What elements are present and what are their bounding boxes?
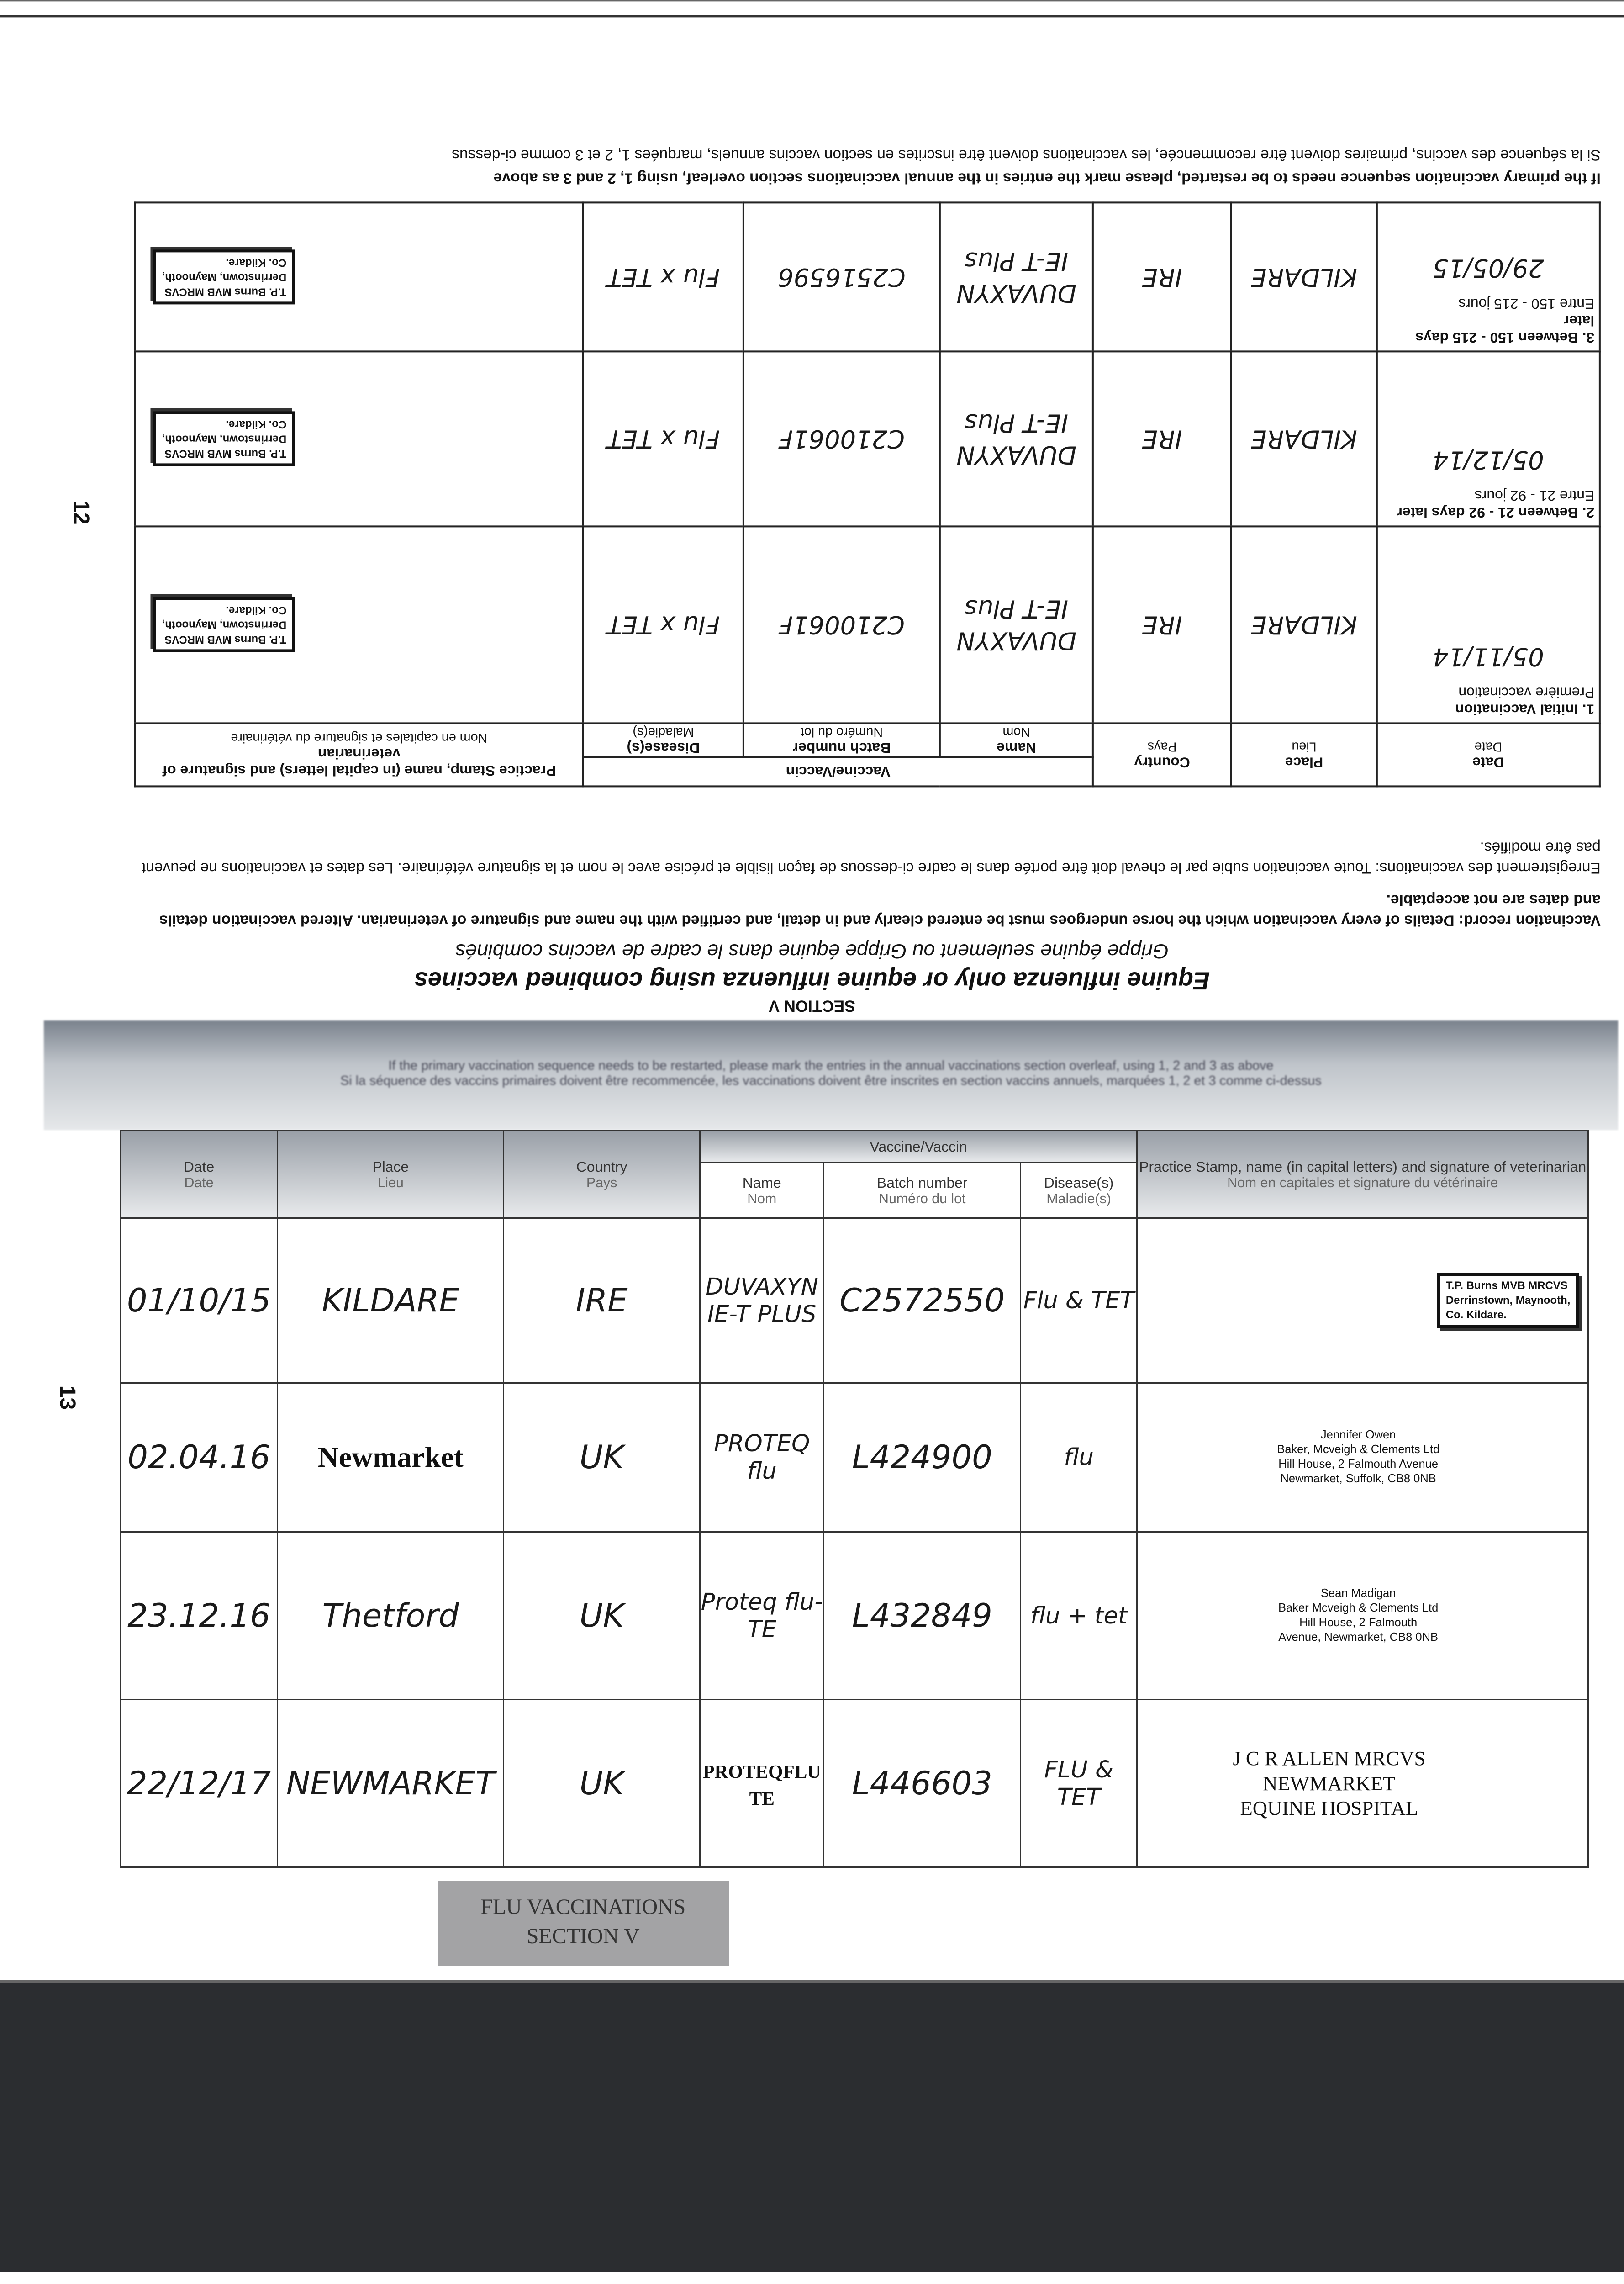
place-value: KILDARE [1251, 263, 1357, 292]
disease-value: flu [1064, 1444, 1094, 1471]
header-place-en: Place [372, 1158, 409, 1175]
table-row [120, 1383, 1588, 1532]
place-cell [1231, 351, 1377, 526]
name-cell [940, 526, 1093, 723]
faded-note-fr: Si la séquence des vaccins primaires doivent être recommencée, les vaccinations doivent être inscrites en section vaccins annuels, marquées 1, 2 et 3 comme ci-dessus [340, 1073, 1322, 1089]
country-cell [1093, 526, 1231, 723]
header-place-fr: Lieu [377, 1175, 404, 1190]
date-cell [120, 1383, 278, 1532]
disease-value: FLU & TET [1044, 1756, 1113, 1811]
header-stamp-fr: Nom en capitales et signature du vétérinaire [231, 730, 488, 745]
country-cell [504, 1699, 700, 1867]
header-stamp [135, 723, 583, 787]
batch-value: L432849 [852, 1597, 992, 1634]
date-value: 23.12.16 [127, 1597, 270, 1634]
stamp-line: Hill House, 2 Falmouth [1299, 1616, 1418, 1629]
stamp-line: Baker, Mcveigh & Clements Ltd [1277, 1443, 1440, 1456]
batch-value: L446603 [852, 1764, 992, 1802]
stamp-line: Derrinstown, Maynooth, [162, 619, 287, 631]
date-value: 05/12/14 [1433, 445, 1544, 475]
country-value: IRE [1142, 263, 1182, 292]
disease-cell [583, 526, 743, 723]
section-title-fr: Grippe équine seulement ou Grippe équine dans le cadre de vaccins combinés [455, 940, 1169, 962]
header-name-fr: Nom [1002, 724, 1031, 740]
date-value: 02.04.16 [127, 1438, 270, 1476]
batch-value: C2572550 [839, 1282, 1005, 1320]
date-cell [1377, 526, 1600, 723]
place-value: Newmarket [317, 1441, 464, 1474]
stamp-cell [1137, 1699, 1588, 1867]
page-number-13: 13 [55, 1385, 80, 1410]
stamp-line: Sean Madigan [1320, 1586, 1396, 1600]
disease-value: Flu x TET [606, 424, 720, 454]
row-label: 1. Initial Vaccination [1455, 701, 1595, 718]
batch-value: C2516596 [778, 263, 906, 292]
place-value: KILDARE [1251, 424, 1357, 454]
section-title: Equine influenza only or equine influenza using combined vaccines [414, 966, 1210, 994]
stamp-line: Co. Kildare. [226, 256, 287, 269]
header-name-en: Name [742, 1174, 781, 1191]
disease-cell [583, 203, 743, 352]
table-row [120, 1532, 1588, 1699]
faded-note-en: If the primary vaccination sequence needs to be restarted, please mark the entries in the annual vaccinations section overleaf, using 1, 2 and 3 as above [388, 1058, 1274, 1073]
header-disease-fr: Maladie(s) [633, 724, 694, 740]
stamp-line: EQUINE HOSPITAL [1240, 1796, 1418, 1819]
country-value: UK [579, 1597, 624, 1634]
disease-cell [1021, 1218, 1137, 1383]
name-value: DUVAXYN IE-T Plus [956, 408, 1077, 470]
stamp-line: J C R ALLEN MRCVS [1233, 1747, 1426, 1770]
date-value: 01/10/15 [127, 1282, 271, 1320]
row-label: 2. Between 21 - 92 days later [1397, 504, 1595, 521]
batch-cell [743, 203, 940, 352]
restart-note-en: If the primary vaccination sequence needs to be restarted, please mark the entries in the annual vaccinations section overleaf, using 1, 2 and 3 as above [493, 169, 1601, 187]
date-cell [1377, 203, 1600, 352]
header-batch-fr: Numéro du lot [879, 1191, 966, 1206]
disease-cell [1021, 1383, 1137, 1532]
batch-cell [824, 1532, 1021, 1699]
date-cell [1377, 351, 1600, 526]
header-batch-en: Batch number [876, 1174, 968, 1191]
header-country-en: Country [1134, 754, 1190, 771]
stamp-line: Co. Kildare. [226, 418, 287, 431]
batch-cell [824, 1699, 1021, 1867]
disease-value: Flu x TET [606, 263, 720, 292]
vet-stamp [1138, 1586, 1579, 1645]
restart-note-fr: Si la séquence des vaccins, primaires doivent être recommencée, les vaccinations doivent être inscrites en section vaccins annuels, marquées 1, 2 et 3 comme ci-dessus [452, 146, 1601, 164]
table-row [135, 526, 1600, 723]
batch-cell [743, 526, 940, 723]
stamp-line: Avenue, Newmarket, CB8 0NB [1278, 1630, 1439, 1644]
country-cell [504, 1532, 700, 1699]
header-date [120, 1131, 278, 1218]
country-cell [504, 1218, 700, 1383]
name-value: DUVAXYN IE-T PLUS [705, 1274, 818, 1328]
header-place-fr: Lieu [1292, 739, 1317, 754]
batch-value: C210061F [778, 424, 905, 454]
stamp-cell [135, 526, 583, 723]
header-country [1093, 723, 1231, 787]
vaccination-record-fr: Enregistrement des vaccinations: Toute vaccination subie par le cheval doit être portée dans le cadre ci-dessous de façon lisible et précise avec le nom et la signature vétérinaire. Les dates et vaccinations ne peuvent pas être modifiés. [141, 839, 1601, 877]
place-value: KILDARE [322, 1282, 459, 1320]
stamp-line: Newmarket, Suffolk, CB8 0NB [1280, 1472, 1436, 1486]
name-cell [700, 1532, 824, 1699]
place-cell [1231, 526, 1377, 723]
disease-cell [583, 351, 743, 526]
header-date-en: Date [1472, 754, 1504, 771]
stamp-line: Jennifer Owen [1320, 1428, 1396, 1442]
header-stamp-fr: Nom en capitales et signature du vétérinaire [1227, 1175, 1498, 1190]
header-country-fr: Pays [1147, 739, 1177, 754]
country-value: UK [579, 1438, 624, 1476]
vet-stamp [1138, 1746, 1520, 1820]
tab-label-line-2: SECTION V [526, 1924, 640, 1949]
header-vaccine: Vaccine/Vaccin [700, 1131, 1137, 1163]
name-cell [700, 1699, 824, 1867]
vet-stamp [1437, 1273, 1579, 1328]
table-row [135, 351, 1600, 526]
page-12-upside-down [0, 0, 1624, 1020]
header-stamp-en: Practice Stamp, name (in capital letters) and signature of veterinarian [162, 745, 556, 779]
vaccination-table-page13 [120, 1130, 1589, 1868]
disease-cell [1021, 1532, 1137, 1699]
country-value: UK [579, 1764, 624, 1802]
header-disease [1021, 1163, 1137, 1218]
disease-cell [1021, 1699, 1137, 1867]
row-label: 3. Between 150 - 215 days later [1415, 312, 1595, 346]
stamp-cell [1137, 1218, 1588, 1383]
header-name-en: Name [997, 740, 1037, 756]
vaccination-record-en: Vaccination record: Details of every vaccination which the horse undergoes must be entered clearly and in detail, and certified with the name and signature of veterinarian. Altered vaccination details and dates are not acceptable. [159, 891, 1601, 929]
vaccination-table-page12 [134, 202, 1601, 788]
stamp-cell [135, 203, 583, 352]
name-value: DUVAXYN IE-T Plus [956, 594, 1077, 656]
country-cell [504, 1383, 700, 1532]
row-label-fr: Entre 21 - 92 jours [1474, 487, 1595, 504]
name-cell [700, 1383, 824, 1532]
batch-cell [824, 1383, 1021, 1532]
disease-value: Flu x TET [606, 610, 720, 640]
place-cell [278, 1699, 504, 1867]
place-value: NEWMARKET [286, 1764, 495, 1802]
place-value: KILDARE [1251, 610, 1357, 640]
section-tab-label [438, 1881, 729, 1966]
header-name [700, 1163, 824, 1218]
date-value: 29/05/15 [1433, 254, 1544, 282]
stamp-line: T.P. Burns MVB MRCVS [164, 286, 287, 298]
stamp-line: Derrinstown, Maynooth, [1445, 1294, 1571, 1307]
country-value: IRE [1142, 610, 1182, 640]
vet-stamp [153, 411, 295, 466]
name-value: Proteq flu-TE [701, 1588, 823, 1643]
row-label-fr: Première vaccination [1458, 684, 1595, 701]
batch-value: C210061F [778, 610, 905, 640]
disease-value: Flu & TET [1023, 1287, 1134, 1315]
vet-stamp [153, 249, 295, 305]
name-cell [940, 203, 1093, 352]
country-cell [1093, 351, 1231, 526]
stamp-line: Derrinstown, Maynooth, [162, 433, 287, 445]
header-batch-en: Batch number [792, 740, 891, 756]
name-cell [940, 351, 1093, 526]
country-cell [1093, 203, 1231, 352]
vet-stamp [1138, 1428, 1579, 1486]
header-place-en: Place [1285, 754, 1323, 771]
country-value: IRE [575, 1282, 628, 1320]
name-value: PROTEQFLU TE [703, 1761, 821, 1809]
table-row [120, 1699, 1588, 1867]
place-cell [278, 1532, 504, 1699]
date-cell [120, 1532, 278, 1699]
header-batch [824, 1163, 1021, 1218]
header-disease-fr: Maladie(s) [1046, 1191, 1111, 1206]
header-batch [743, 723, 940, 757]
stamp-line: T.P. Burns MVB MRCVS [164, 633, 287, 646]
header-country-en: Country [576, 1158, 627, 1175]
header-country [504, 1131, 700, 1218]
header-disease-en: Disease(s) [1044, 1174, 1114, 1191]
header-name [940, 723, 1093, 757]
header-stamp [1137, 1131, 1588, 1218]
date-cell [120, 1699, 278, 1867]
name-cell [700, 1218, 824, 1383]
section-heading: SECTION V [769, 997, 855, 1015]
stamp-line: Hill House, 2 Falmouth Avenue [1278, 1458, 1439, 1471]
header-date-en: Date [183, 1158, 215, 1175]
date-value: 22/12/17 [127, 1764, 271, 1802]
stamp-cell [135, 351, 583, 526]
header-date-fr: Date [1474, 739, 1503, 754]
header-batch-fr: Numéro du lot [800, 724, 883, 740]
place-cell [278, 1218, 504, 1383]
stamp-line: Co. Kildare. [1445, 1309, 1507, 1322]
date-cell [120, 1218, 278, 1383]
dark-scan-area [0, 1980, 1624, 2272]
row-label-fr: Entre 150 - 215 jours [1458, 296, 1595, 312]
header-date-fr: Date [184, 1175, 214, 1190]
header-place [1231, 723, 1377, 787]
vet-stamp [153, 597, 295, 652]
name-value: DUVAXYN IE-T Plus [956, 247, 1077, 308]
stamp-line: Baker Mcveigh & Clements Ltd [1278, 1601, 1439, 1614]
stamp-cell [1137, 1383, 1588, 1532]
header-disease-en: Disease(s) [627, 740, 700, 756]
header-disease [583, 723, 743, 757]
header-date [1377, 723, 1600, 787]
date-value: 05/11/14 [1433, 642, 1544, 671]
country-value: IRE [1142, 424, 1182, 454]
stamp-line: NEWMARKET [1263, 1771, 1396, 1795]
place-value: Thetford [322, 1597, 459, 1634]
header-place [278, 1131, 504, 1218]
table-body [120, 1218, 1588, 1867]
stamp-cell [1137, 1532, 1588, 1699]
page-number-12: 12 [69, 500, 94, 525]
header-name-fr: Nom [747, 1191, 777, 1206]
place-cell [1231, 203, 1377, 352]
disease-value: flu + tet [1030, 1602, 1128, 1629]
table-row [120, 1218, 1588, 1383]
header-vaccine: Vaccine/Vaccin [583, 757, 1093, 787]
stamp-line: T.P. Burns MVB MRCVS [1445, 1279, 1568, 1292]
tab-label-line-1: FLU VACCINATIONS [480, 1895, 686, 1919]
faded-scan-band [44, 1020, 1618, 1130]
stamp-line: Co. Kildare. [226, 604, 287, 617]
table-body [135, 203, 1600, 724]
header-stamp-en: Practice Stamp, name (in capital letters) and signature of veterinarian [1139, 1158, 1587, 1175]
scan-edge-lines [0, 0, 1624, 18]
batch-cell [824, 1218, 1021, 1383]
stamp-line: T.P. Burns MVB MRCVS [164, 447, 287, 460]
batch-value: L424900 [852, 1438, 992, 1476]
table-row [135, 203, 1600, 352]
name-value: PROTEQ flu [714, 1430, 810, 1485]
stamp-line: Derrinstown, Maynooth, [162, 271, 287, 284]
place-cell [278, 1383, 504, 1532]
batch-cell [743, 351, 940, 526]
header-country-fr: Pays [586, 1175, 617, 1190]
